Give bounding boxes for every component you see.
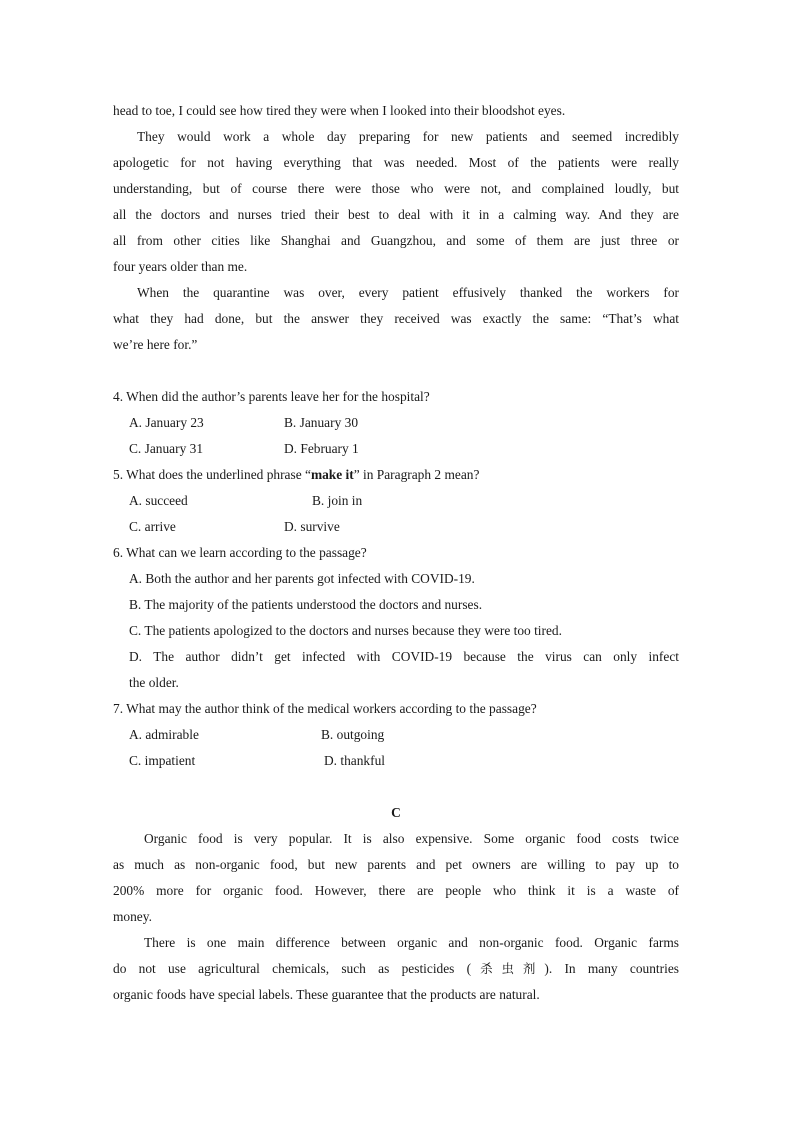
question-text: 5. What does the underlined phrase “	[113, 467, 311, 482]
passage-line	[113, 956, 679, 982]
option-a: A. admirable	[129, 727, 199, 742]
passage-line: understanding, but of course there were those who were not, and complained loudly, but	[113, 181, 679, 196]
question-7: 7. What may the author think of the medical workers according to the passage?	[113, 701, 537, 716]
passage-line: They would work a whole day preparing for new patients and seemed incredibly	[137, 129, 679, 144]
option-d: D. survive	[284, 519, 340, 534]
options-row	[113, 748, 679, 774]
option-b: B. January 30	[284, 415, 359, 430]
spacer	[113, 358, 679, 384]
options-row	[113, 410, 679, 436]
passage-line: head to toe, I could see how tired they were when I looked into their bloodshot eyes.	[113, 103, 566, 118]
passage-b	[113, 98, 679, 358]
passage-line: all from other cities like Shanghai and Guangzhou, and some of them are just three or	[113, 233, 679, 248]
option-c: C. The patients apologized to the doctors and nurses because they were too tired.	[129, 623, 562, 638]
document-page	[113, 98, 679, 1008]
option-a: A. January 23	[129, 415, 204, 430]
options-row	[113, 488, 679, 514]
passage-line: as much as non-organic food, but new parents and pet owners are willing to pay up to	[113, 857, 679, 872]
option-d: D. The author didn’t get infected with COVID-19 because the virus can only infect	[129, 649, 679, 664]
section-heading: C	[391, 805, 401, 820]
questions	[113, 384, 679, 774]
passage-text: do not use agricultural chemicals, such as pesticides (	[113, 961, 472, 976]
passage-line: money.	[113, 909, 152, 924]
question-5	[113, 462, 679, 488]
passage-line: what they had done, but the answer they received was exactly the same: “That’s what	[113, 311, 679, 326]
question-6: 6. What can we learn according to the passage?	[113, 545, 367, 560]
underlined-phrase: make it	[310, 467, 354, 482]
passage-line: apologetic for not having everything that was needed. Most of the patients were really	[113, 155, 679, 170]
spacer	[113, 774, 679, 800]
option-d: D. thankful	[324, 753, 385, 768]
passage-line: we’re here for.”	[113, 337, 198, 352]
passage-line: 200% more for organic food. However, there are people who think it is a waste of	[113, 883, 679, 898]
option-c: C. arrive	[129, 519, 176, 534]
option-c: C. impatient	[129, 753, 196, 768]
passage-text: ). In many countries	[544, 961, 679, 976]
options-row	[113, 722, 679, 748]
passage-line: When the quarantine was over, every patient effusively thanked the workers for	[137, 285, 679, 300]
option-d-continued: the older.	[129, 675, 179, 690]
option-b: B. join in	[312, 493, 363, 508]
passage-line: There is one main difference between organic and non-organic food. Organic farms	[144, 935, 679, 950]
option-c: C. January 31	[129, 441, 204, 456]
passage-line: four years older than me.	[113, 259, 248, 274]
option-b: B. outgoing	[321, 727, 385, 742]
options-row	[113, 514, 679, 540]
passage-c	[113, 800, 679, 1008]
passage-line: all the doctors and nurses tried their best to deal with it in a calming way. And they are	[113, 207, 679, 222]
options-row	[113, 436, 679, 462]
option-d: D. February 1	[284, 441, 359, 456]
passage-line: Organic food is very popular. It is also expensive. Some organic food costs twice	[144, 831, 679, 846]
option-a: A. Both the author and her parents got infected with COVID-19.	[129, 571, 475, 586]
option-a: A. succeed	[129, 493, 188, 508]
option-b: B. The majority of the patients understood the doctors and nurses.	[129, 597, 483, 612]
passage-line: organic foods have special labels. These guarantee that the products are natural.	[113, 987, 540, 1002]
chinese-gloss: 杀虫剂	[471, 961, 545, 976]
question-text: ” in Paragraph 2 mean?	[353, 467, 480, 482]
question-4: 4. When did the author’s parents leave her for the hospital?	[113, 389, 430, 404]
